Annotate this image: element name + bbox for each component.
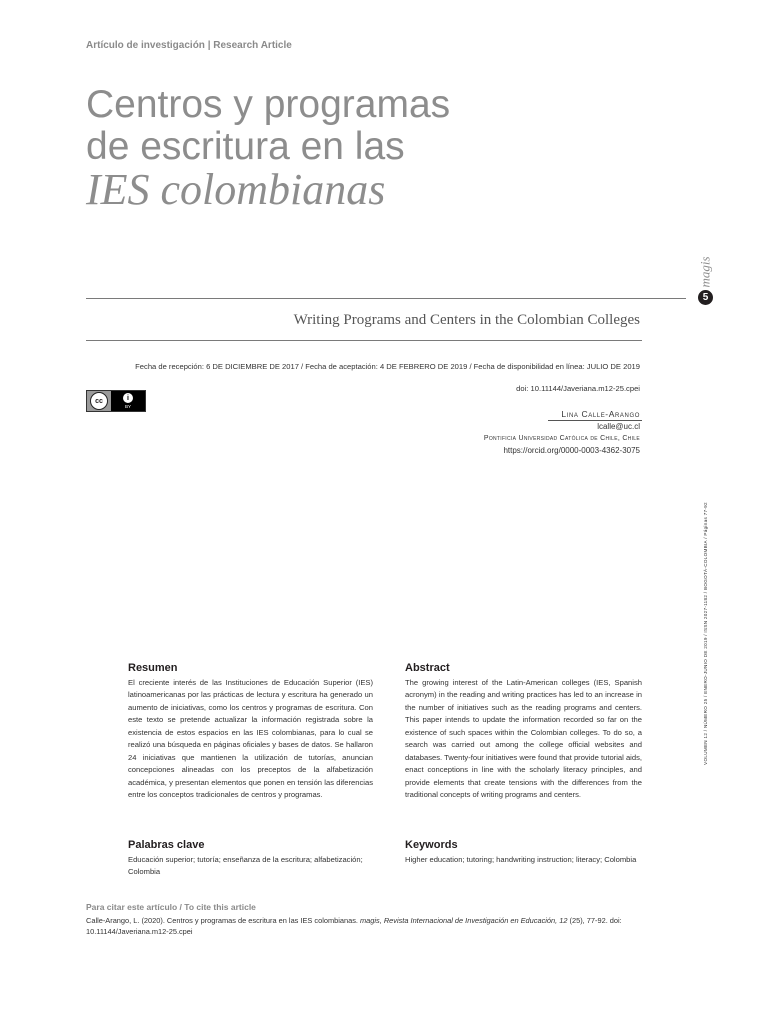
person-icon: i	[123, 393, 133, 403]
abstract-text: The growing interest of the Latin-American colleges (IES, Spanish acronym) in the reading and writing practices has led to an increase in the number of initiatives such as the reading programs and centers. This paper intends to update the information recorded so far on the existence of such spaces within the Colombian colleges. To do so, a search was carried out among the college official websites and databases. Twenty-four initiatives were found that provide tutorial aids, enact conceptions in line with the scholarly literacy principles, and provide elements that create tensions with the differences from the traditional concepts of writing programs and centers.	[405, 678, 642, 800]
abstract-section	[405, 662, 642, 802]
palabras-clave-section	[128, 839, 373, 879]
keywords-heading: Keywords	[405, 839, 458, 851]
article-type-label: Artículo de investigación | Research Article	[86, 40, 292, 51]
abstract-heading: Abstract	[405, 662, 450, 674]
by-icon	[111, 391, 145, 411]
volume-meta	[698, 312, 712, 765]
author-affiliation: Pontificia Universidad Católica de Chile, Chile	[483, 435, 640, 442]
title-line-1: Centros y programas	[86, 83, 451, 126]
author-name: Lina Calle-Arango	[561, 409, 640, 419]
palabras-clave-text: Educación superior; tutoría; enseñanza de la escritura; alfabetización; Colombia	[128, 855, 363, 877]
cc-icon: cc	[90, 392, 108, 410]
citation-authors: Calle-Arango, L. (2020). Centros y programas de escritura en las IES colombianas.	[86, 916, 360, 925]
author-divider	[548, 420, 642, 421]
resumen-section	[128, 662, 373, 802]
page-number: 5	[698, 290, 713, 305]
resumen-heading: Resumen	[128, 662, 178, 674]
by-label: BY	[124, 404, 131, 409]
palabras-clave-heading: Palabras clave	[128, 839, 205, 851]
journal-logo	[695, 252, 717, 292]
citation-heading: Para citar este artículo / To cite this article	[86, 902, 256, 912]
english-title: Writing Programs and Centers in the Colombian Colleges	[293, 312, 640, 328]
article-title	[86, 83, 646, 215]
citation-journal: magis, Revista Internacional de Investigación en Educación, 12	[360, 916, 568, 925]
volume-meta-text: VOLUMEN 12 / NÚMERO 25 / ENERO-JUNIO DE 2019 / ISSN 2027-1182 / BOGOTÁ-COLOMBIA / Páginas 77-92	[702, 502, 708, 765]
publication-dates: Fecha de recepción: 6 DE DICIEMBRE DE 2017 / Fecha de aceptación: 4 DE FEBRERO DE 2019 / Fecha de disponibilidad en línea: JULIO DE 2019	[135, 362, 640, 371]
citation-text	[86, 915, 646, 938]
title-line-3: IES colombianas	[86, 165, 386, 215]
citation-details: (25), 77-92. doi: 10.11144/Javeriana.m12-25.cpei	[86, 916, 622, 937]
title-line-2: de escritura en las	[86, 125, 405, 169]
author-orcid-link[interactable]: https://orcid.org/0000-0003-4362-3075	[503, 446, 640, 455]
top-divider	[86, 298, 686, 299]
author-email[interactable]: lcalle@uc.cl	[597, 422, 640, 431]
keywords-text: Higher education; tutoring; handwriting instruction; literacy; Colombia	[405, 855, 637, 864]
cc-license-badge[interactable]	[86, 390, 146, 412]
doi-link[interactable]: doi: 10.11144/Javeriana.m12-25.cpei	[516, 384, 640, 393]
journal-logo-text: magis	[698, 256, 713, 288]
resumen-text: El creciente interés de las Instituciones de Educación Superior (IES) latinoamericanas por las prácticas de lectura y escritura ha generado un aumento de iniciativas, como los centros y programas de escritura. Con este texto se pretende actualizar la información registrada sobre la existencia de estos espacios en las IES colombianas, para lo cual se realizó una búsqueda en páginas oficiales y bases de datos. Se hallaron 24 iniciativas que mantienen la utilización de tutorías, anuncian concepciones alineadas con los preceptos de la alfabetización académica, y presentan elementos que ponen en tensión las diferencias entre los conceptos tradicionales de centros y programas.	[128, 678, 373, 800]
keywords-section	[405, 839, 642, 866]
bottom-divider	[86, 340, 642, 341]
